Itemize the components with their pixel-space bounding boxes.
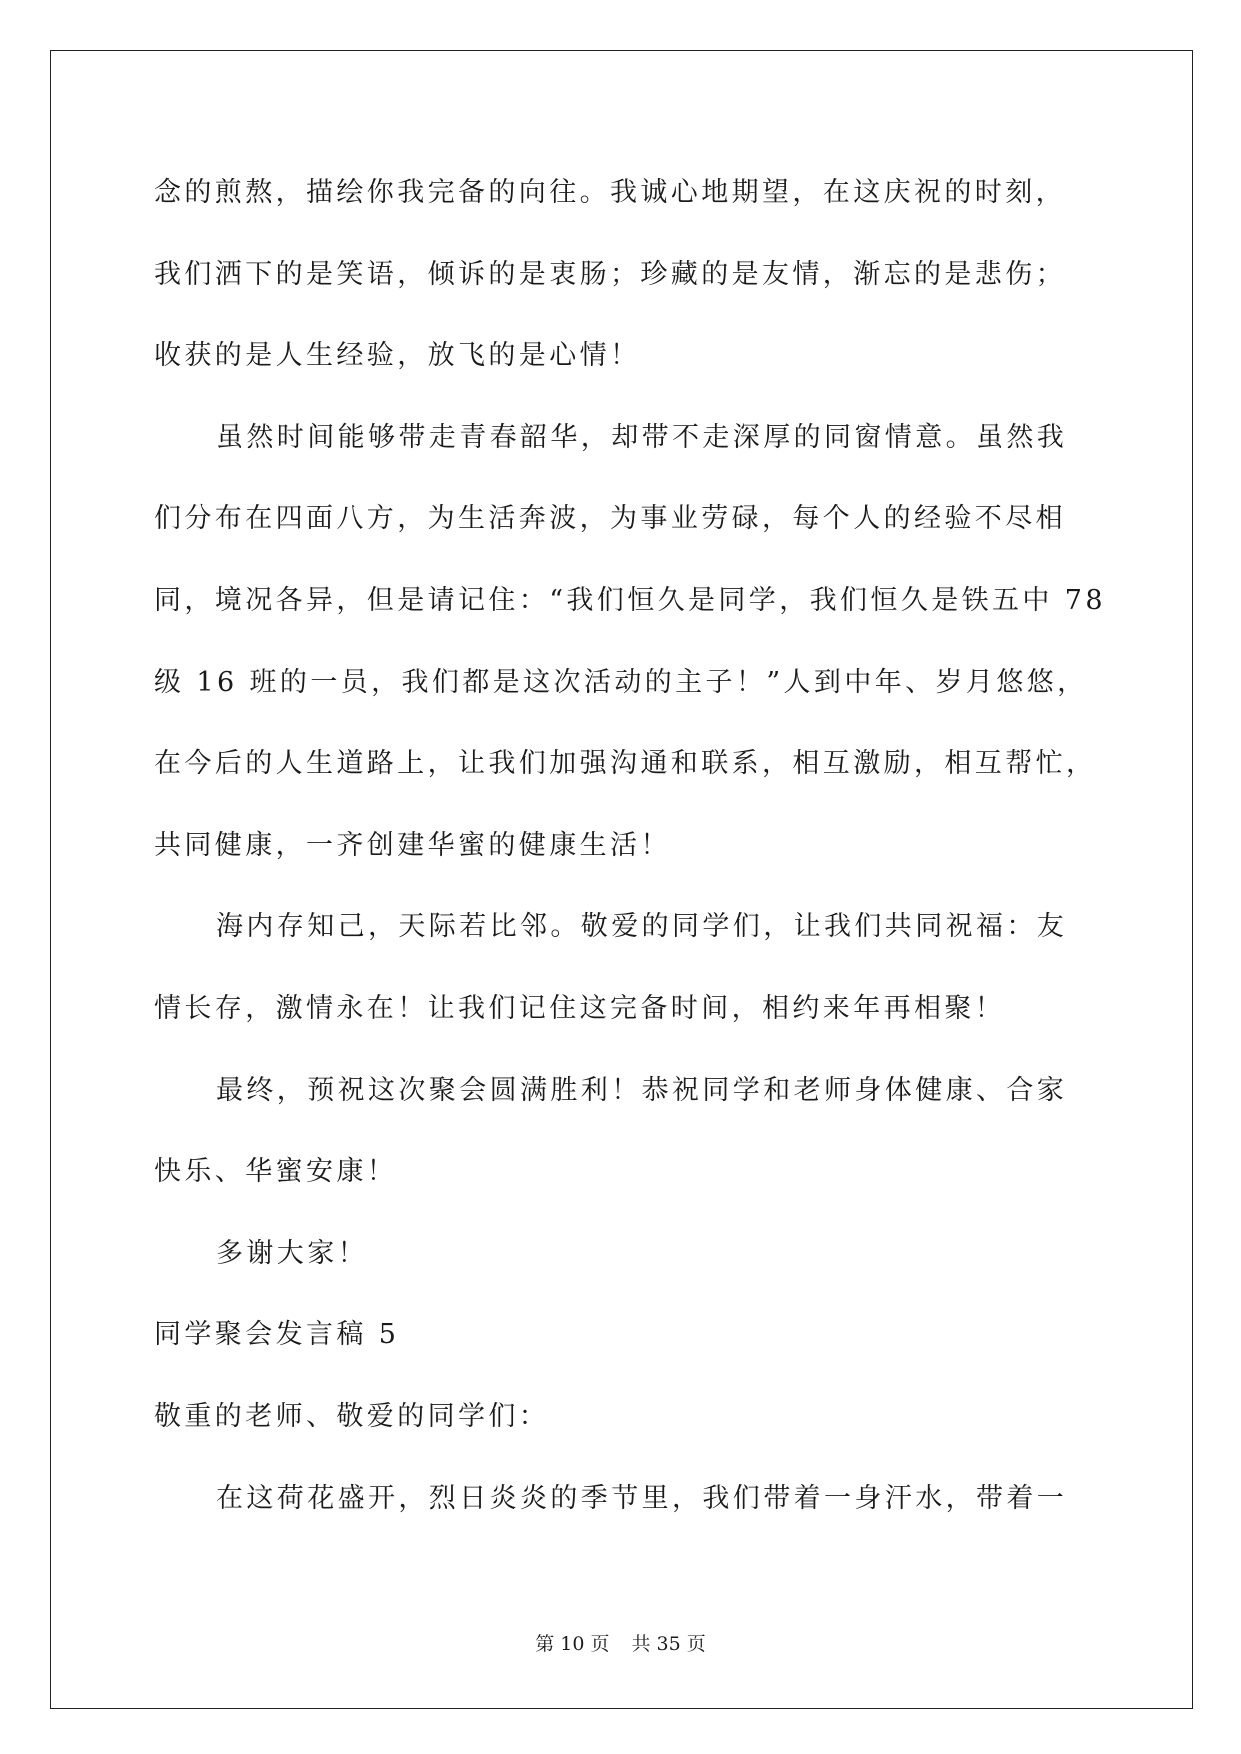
page-footer: [0, 1630, 1241, 1658]
body-text-line: 共同健康，一齐创建华蜜的健康生活！: [154, 829, 671, 861]
body-text-line: 收获的是人生经验，放飞的是心情！: [154, 340, 641, 372]
paragraph: [154, 1213, 1134, 1295]
body-text-line: 们分布在四面八方，为生活奔波，为事业劳碌，每个人的经验不尽相: [154, 503, 1066, 535]
body-text-line: 最终，预祝这次聚会圆满胜利！恭祝同学和老师身体健康、合家: [216, 1074, 1068, 1106]
continued-paragraph: [154, 152, 1134, 397]
body-text-line: 情长存，激情永在！让我们记住这完备时间，相约来年再相聚！: [154, 992, 1006, 1024]
paragraph: [154, 1050, 1134, 1213]
document-body: [154, 152, 1134, 1539]
paragraph: [154, 397, 1134, 887]
body-text-line: 在今后的人生道路上，让我们加强沟通和联系，相互激励，相互帮忙，: [154, 748, 1097, 780]
body-text-line: 海内存知己，天际若比邻。敬爱的同学们，让我们共同祝福：友: [216, 911, 1068, 943]
body-text-line: 级 16 班的一员，我们都是这次活动的主子！”人到中年、岁月悠悠，: [154, 666, 1088, 698]
body-text-line: 我们洒下的是笑语，倾诉的是衷肠；珍藏的是友情，渐忘的是悲伤；: [154, 258, 1066, 290]
body-text-line: 虽然时间能够带走青春韶华，却带不走深厚的同窗情意。虽然我: [216, 421, 1068, 453]
paragraph: [154, 1458, 1134, 1540]
body-text-line: 快乐、华蜜安康！: [154, 1156, 398, 1188]
paragraph: [154, 886, 1134, 1049]
salutation: 敬重的老师、敬爱的同学们：: [154, 1400, 550, 1432]
body-text-line: 同，境况各异，但是请记住：“我们恒久是同学，我们恒久是铁五中 78: [154, 584, 1106, 616]
body-text-line: 在这荷花盛开，烈日炎炎的季节里，我们带着一身汗水，带着一: [216, 1482, 1068, 1514]
body-text-line: 多谢大家！: [216, 1237, 368, 1269]
body-text-line: 念的煎熬，描绘你我完备的向往。我诚心地期望，在这庆祝的时刻，: [154, 177, 1066, 208]
total-pages-label: 共 35 页: [631, 1633, 706, 1655]
current-page-label: 第 10 页: [535, 1633, 610, 1655]
section-title: 同学聚会发言稿 5: [154, 1319, 400, 1351]
